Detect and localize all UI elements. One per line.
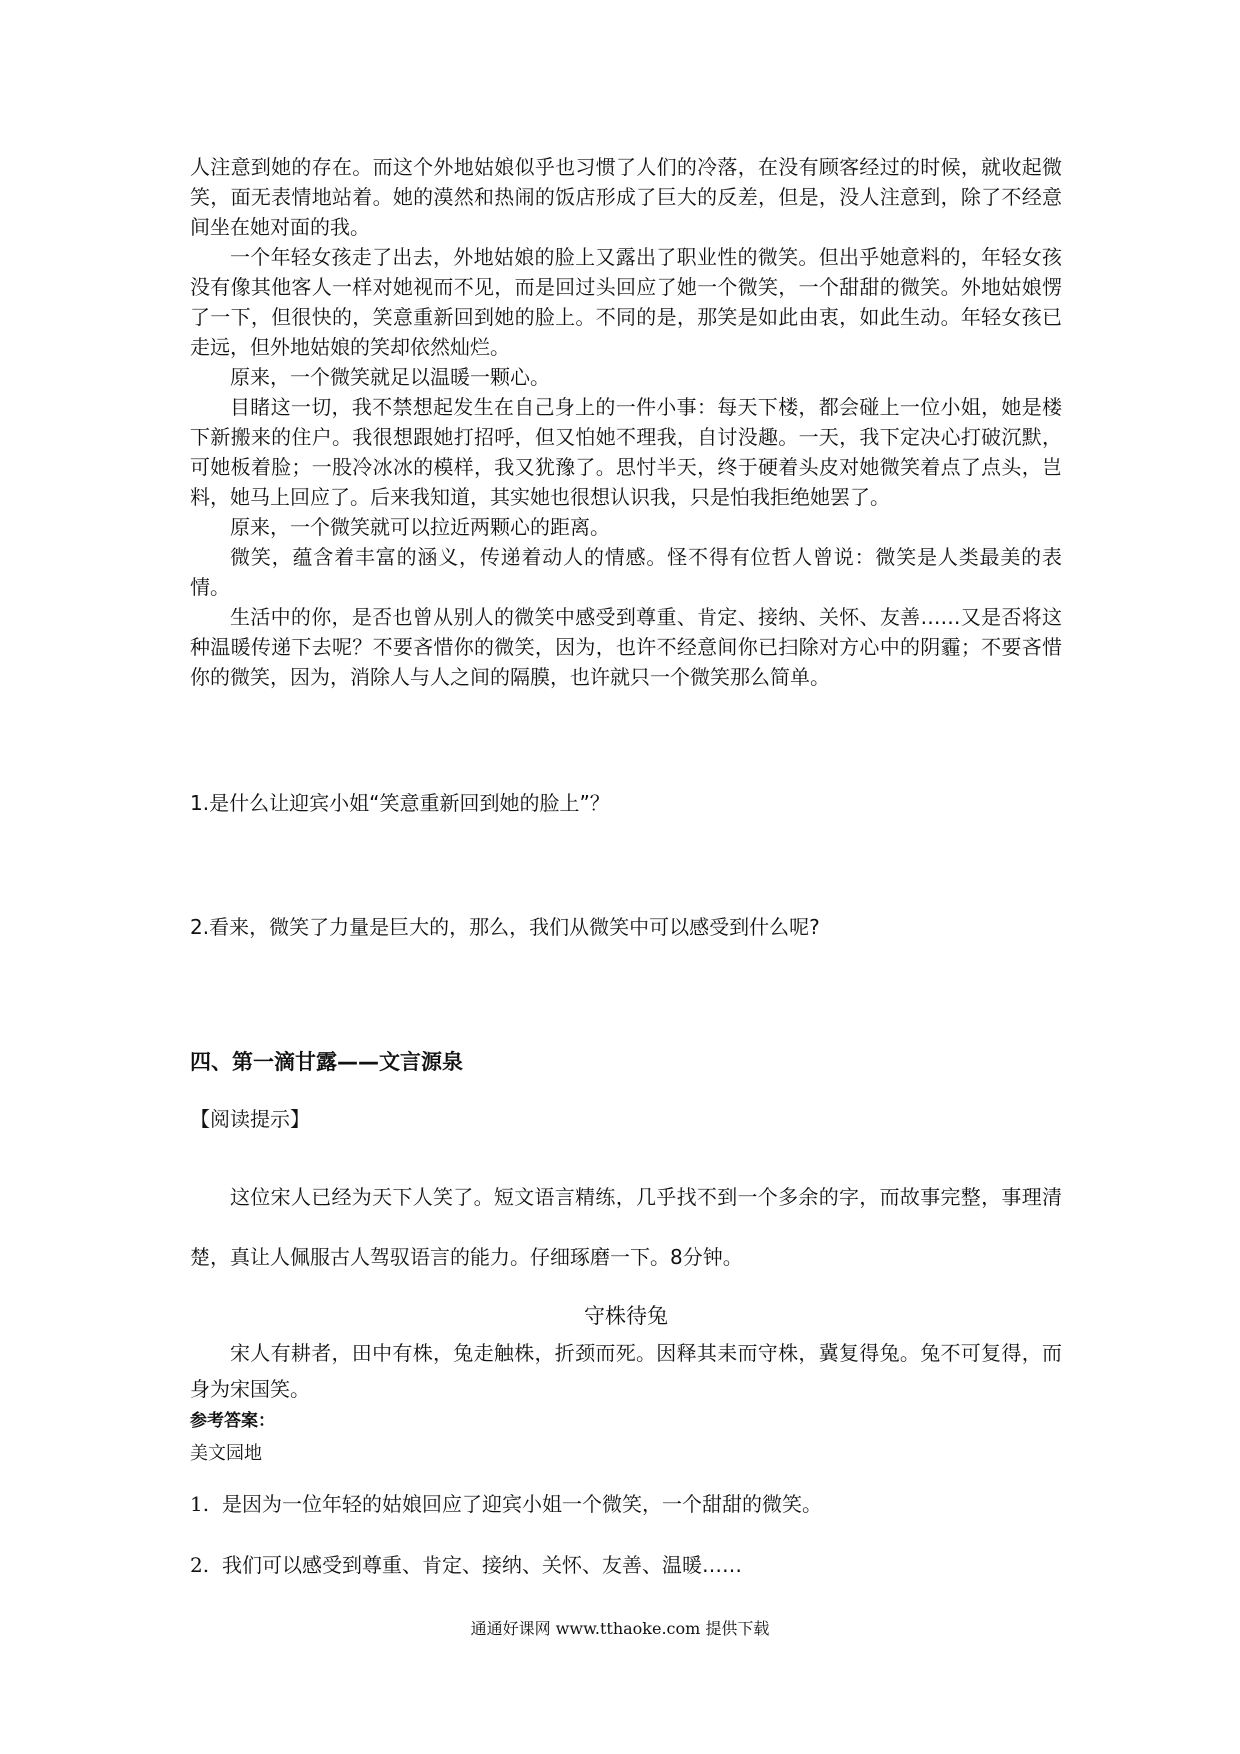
passage-paragraph: 一个年轻女孩走了出去，外地姑娘的脸上又露出了职业性的微笑。但出乎她意料的，年轻女孩没有像其他客人一样对她视而不见，而是回过头回应了她一个微笑，一个甜甜的微笑。外地姑娘愣了一下，但很快的，笑意重新回到她的脸上。不同的是，那笑是如此由衷，如此生动。年轻女孩已走远，但外地姑娘的笑却依然灿烂。 bbox=[190, 245, 1062, 359]
reading-hint-label: 【阅读提示】 bbox=[190, 1107, 310, 1131]
answer-text: 是因为一位年轻的姑娘回应了迎宾小姐一个微笑，一个甜甜的微笑。 bbox=[222, 1492, 822, 1516]
question-1: 1.是什么让迎宾小姐“笑意重新回到她的脸上”？ bbox=[190, 791, 610, 815]
story-title: 守株待兔 bbox=[584, 1304, 668, 1328]
question-2: 2.看来，微笑了力量是巨大的，那么，我们从微笑中可以感受到什么呢? bbox=[190, 915, 820, 939]
answer-number: 1. bbox=[190, 1492, 210, 1516]
passage-paragraph: 原来，一个微笑就足以温暖一颗心。 bbox=[230, 365, 550, 389]
passage-paragraph: 人注意到她的存在。而这个外地姑娘似乎也习惯了人们的冷落，在没有顾客经过的时候，就收起微笑，面无表情地站着。她的漠然和热闹的饭店形成了巨大的反差，但是，没人注意到，除了不经意间坐在她对面的我。 bbox=[190, 155, 1062, 239]
story-body: 宋人有耕者，田中有株，兔走触株，折颈而死。因释其耒而守株，冀复得兔。兔不可复得，而身为宋国笑。 bbox=[190, 1341, 1062, 1401]
answer-number: 2. bbox=[190, 1553, 210, 1577]
passage-paragraph: 微笑，蕴含着丰富的涵义，传递着动人的情感。怪不得有位哲人曾说：微笑是人类最美的表情。 bbox=[190, 545, 1062, 599]
answer-label: 参考答案： bbox=[190, 1411, 275, 1431]
page-footer: 通通好课网 www.tthaoke.com 提供下载 bbox=[470, 1619, 770, 1638]
answer-item bbox=[190, 1550, 742, 1580]
reading-hint-body: 这位宋人已经为天下人笑了。短文语言精练，几乎找不到一个多余的字，而故事完整，事理清楚，真让人佩服古人驾驭语言的能力。仔细琢磨一下。8分钟。 bbox=[190, 1185, 1062, 1269]
passage-paragraph: 原来，一个微笑就可以拉近两颗心的距离。 bbox=[230, 515, 610, 539]
passage bbox=[190, 152, 1062, 692]
section-title: 四、第一滴甘露——文言源泉 bbox=[190, 1050, 463, 1074]
answer-item bbox=[190, 1489, 822, 1519]
passage-paragraph: 目睹这一切，我不禁想起发生在自己身上的一件小事：每天下楼，都会碰上一位小姐，她是楼下新搬来的住户。我很想跟她打招呼，但又怕她不理我，自讨没趣。一天，我下定决心打破沉默，可她板着脸；一股冷冰冰的模样，我又犹豫了。思忖半天，终于硬着头皮对她微笑着点了点头，岂料，她马上回应了。后来我知道，其实她也很想认识我，只是怕我拒绝她罢了。 bbox=[190, 395, 1062, 509]
answer-text: 我们可以感受到尊重、肯定、接纳、关怀、友善、温暖…… bbox=[222, 1553, 742, 1577]
answer-sub-label: 美文园地 bbox=[190, 1443, 262, 1464]
passage-paragraph: 生活中的你，是否也曾从别人的微笑中感受到尊重、肯定、接纳、关怀、友善……又是否将这种温暖传递下去呢？不要吝惜你的微笑，因为，也许不经意间你已扫除对方心中的阴霾；不要吝惜你的微笑，因为，消除人与人之间的隔膜，也许就只一个微笑那么简单。 bbox=[190, 605, 1062, 689]
